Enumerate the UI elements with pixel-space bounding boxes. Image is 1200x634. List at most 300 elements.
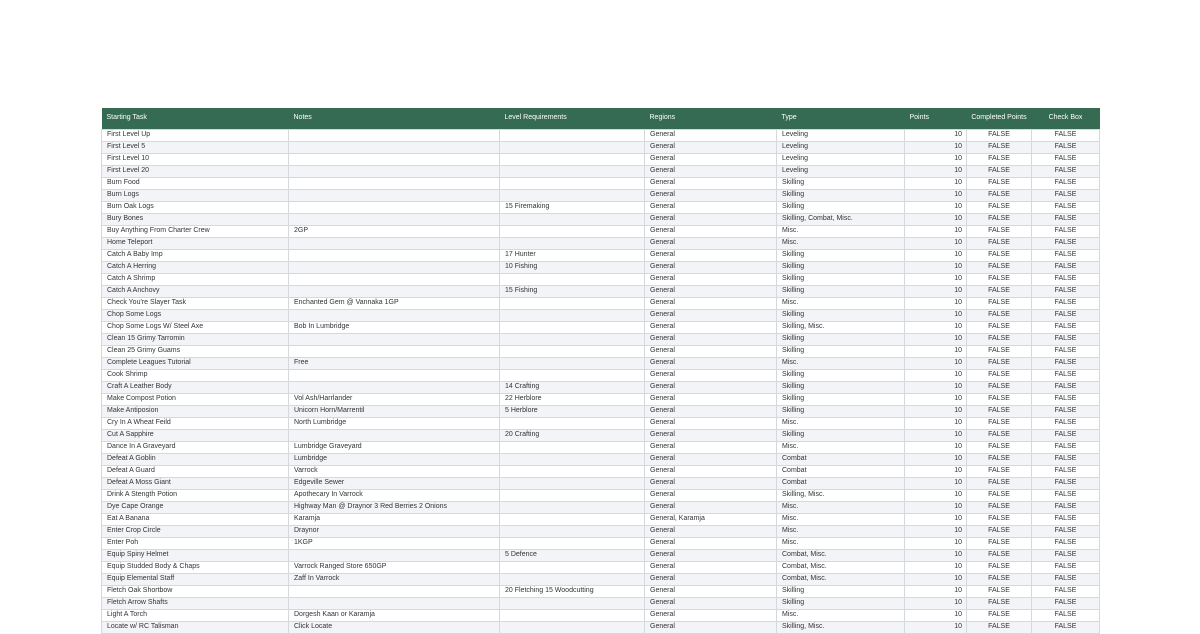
cell-type[interactable]: Skilling <box>777 381 905 393</box>
cell-regions[interactable]: General <box>645 501 777 513</box>
cell-regions[interactable]: General <box>645 477 777 489</box>
cell-check-box[interactable]: FALSE <box>1032 621 1100 633</box>
cell-starting-task[interactable]: Enter Crop Circle <box>102 525 289 537</box>
cell-type[interactable]: Misc. <box>777 501 905 513</box>
cell-check-box[interactable]: FALSE <box>1032 381 1100 393</box>
cell-points[interactable]: 10 <box>905 249 967 261</box>
cell-type[interactable]: Combat, Misc. <box>777 573 905 585</box>
cell-check-box[interactable]: FALSE <box>1032 549 1100 561</box>
cell-check-box[interactable]: FALSE <box>1032 261 1100 273</box>
cell-type[interactable]: Misc. <box>777 525 905 537</box>
cell-starting-task[interactable]: Equip Spiny Helmet <box>102 549 289 561</box>
cell-regions[interactable]: General <box>645 321 777 333</box>
cell-level-requirements[interactable]: 10 Fishing <box>500 261 645 273</box>
cell-completed-points[interactable]: FALSE <box>967 237 1032 249</box>
cell-completed-points[interactable]: FALSE <box>967 249 1032 261</box>
cell-type[interactable]: Combat <box>777 465 905 477</box>
cell-check-box[interactable]: FALSE <box>1032 321 1100 333</box>
cell-points[interactable]: 10 <box>905 357 967 369</box>
cell-starting-task[interactable]: Dance In A Graveyard <box>102 441 289 453</box>
cell-notes[interactable] <box>289 345 500 357</box>
cell-completed-points[interactable]: FALSE <box>967 537 1032 549</box>
cell-check-box[interactable]: FALSE <box>1032 129 1100 141</box>
cell-points[interactable]: 10 <box>905 477 967 489</box>
cell-points[interactable]: 10 <box>905 429 967 441</box>
cell-regions[interactable]: General <box>645 465 777 477</box>
cell-points[interactable]: 10 <box>905 201 967 213</box>
cell-level-requirements[interactable]: 20 Fletching 15 Woodcutting <box>500 585 645 597</box>
cell-notes[interactable] <box>289 237 500 249</box>
cell-level-requirements[interactable] <box>500 597 645 609</box>
cell-notes[interactable] <box>289 285 500 297</box>
cell-check-box[interactable]: FALSE <box>1032 465 1100 477</box>
cell-points[interactable]: 10 <box>905 465 967 477</box>
cell-points[interactable]: 10 <box>905 513 967 525</box>
cell-notes[interactable] <box>289 129 500 141</box>
cell-level-requirements[interactable] <box>500 513 645 525</box>
cell-notes[interactable] <box>289 333 500 345</box>
cell-completed-points[interactable]: FALSE <box>967 417 1032 429</box>
cell-starting-task[interactable]: Home Teleport <box>102 237 289 249</box>
cell-completed-points[interactable]: FALSE <box>967 489 1032 501</box>
cell-completed-points[interactable]: FALSE <box>967 333 1032 345</box>
cell-notes[interactable]: Dorgesh Kaan or Karamja <box>289 609 500 621</box>
cell-check-box[interactable]: FALSE <box>1032 189 1100 201</box>
cell-regions[interactable]: General <box>645 177 777 189</box>
cell-completed-points[interactable]: FALSE <box>967 621 1032 633</box>
cell-type[interactable]: Skilling, Misc. <box>777 489 905 501</box>
cell-notes[interactable]: Draynor <box>289 525 500 537</box>
cell-starting-task[interactable]: Eat A Banana <box>102 513 289 525</box>
cell-type[interactable]: Misc. <box>777 225 905 237</box>
cell-check-box[interactable]: FALSE <box>1032 441 1100 453</box>
cell-notes[interactable]: 1KGP <box>289 537 500 549</box>
cell-starting-task[interactable]: Catch A Baby Imp <box>102 249 289 261</box>
cell-points[interactable]: 10 <box>905 417 967 429</box>
cell-regions[interactable]: General <box>645 165 777 177</box>
cell-regions[interactable]: General <box>645 369 777 381</box>
cell-starting-task[interactable]: Fletch Arrow Shafts <box>102 597 289 609</box>
cell-check-box[interactable]: FALSE <box>1032 525 1100 537</box>
cell-level-requirements[interactable] <box>500 309 645 321</box>
cell-starting-task[interactable]: First Level 5 <box>102 141 289 153</box>
cell-type[interactable]: Leveling <box>777 129 905 141</box>
cell-starting-task[interactable]: Light A Torch <box>102 609 289 621</box>
cell-completed-points[interactable]: FALSE <box>967 405 1032 417</box>
cell-regions[interactable]: General <box>645 381 777 393</box>
cell-regions[interactable]: General <box>645 393 777 405</box>
cell-notes[interactable] <box>289 189 500 201</box>
cell-notes[interactable] <box>289 273 500 285</box>
cell-check-box[interactable]: FALSE <box>1032 609 1100 621</box>
cell-type[interactable]: Skilling <box>777 189 905 201</box>
cell-starting-task[interactable]: Defeat A Guard <box>102 465 289 477</box>
cell-notes[interactable] <box>289 177 500 189</box>
cell-starting-task[interactable]: Clean 25 Grimy Guams <box>102 345 289 357</box>
cell-regions[interactable]: General <box>645 333 777 345</box>
cell-notes[interactable]: Zaff In Varrock <box>289 573 500 585</box>
cell-level-requirements[interactable] <box>500 165 645 177</box>
cell-notes[interactable]: Karamja <box>289 513 500 525</box>
cell-level-requirements[interactable] <box>500 357 645 369</box>
cell-type[interactable]: Skilling <box>777 393 905 405</box>
cell-regions[interactable]: General <box>645 549 777 561</box>
cell-type[interactable]: Combat, Misc. <box>777 561 905 573</box>
cell-points[interactable]: 10 <box>905 285 967 297</box>
cell-check-box[interactable]: FALSE <box>1032 285 1100 297</box>
cell-starting-task[interactable]: Make Antiposion <box>102 405 289 417</box>
cell-completed-points[interactable]: FALSE <box>967 609 1032 621</box>
cell-level-requirements[interactable] <box>500 609 645 621</box>
cell-points[interactable]: 10 <box>905 177 967 189</box>
cell-notes[interactable]: North Lumbridge <box>289 417 500 429</box>
cell-starting-task[interactable]: Defeat A Moss Giant <box>102 477 289 489</box>
cell-regions[interactable]: General <box>645 141 777 153</box>
cell-regions[interactable]: General <box>645 225 777 237</box>
cell-level-requirements[interactable] <box>500 153 645 165</box>
cell-level-requirements[interactable]: 15 Fishing <box>500 285 645 297</box>
cell-starting-task[interactable]: Equip Elemental Staff <box>102 573 289 585</box>
cell-type[interactable]: Misc. <box>777 537 905 549</box>
cell-type[interactable]: Misc. <box>777 417 905 429</box>
cell-regions[interactable]: General <box>645 441 777 453</box>
cell-points[interactable]: 10 <box>905 141 967 153</box>
cell-type[interactable]: Combat <box>777 477 905 489</box>
cell-starting-task[interactable]: Locate w/ RC Talisman <box>102 621 289 633</box>
cell-level-requirements[interactable]: 15 Firemaking <box>500 201 645 213</box>
cell-points[interactable]: 10 <box>905 381 967 393</box>
cell-completed-points[interactable]: FALSE <box>967 261 1032 273</box>
cell-completed-points[interactable]: FALSE <box>967 309 1032 321</box>
cell-type[interactable]: Misc. <box>777 513 905 525</box>
cell-starting-task[interactable]: Equip Studded Body & Chaps <box>102 561 289 573</box>
cell-regions[interactable]: General <box>645 585 777 597</box>
cell-completed-points[interactable]: FALSE <box>967 321 1032 333</box>
cell-completed-points[interactable]: FALSE <box>967 369 1032 381</box>
cell-regions[interactable]: General <box>645 129 777 141</box>
cell-completed-points[interactable]: FALSE <box>967 177 1032 189</box>
cell-notes[interactable]: Click Locate <box>289 621 500 633</box>
cell-completed-points[interactable]: FALSE <box>967 513 1032 525</box>
cell-regions[interactable]: General <box>645 213 777 225</box>
cell-check-box[interactable]: FALSE <box>1032 513 1100 525</box>
cell-points[interactable]: 10 <box>905 321 967 333</box>
cell-starting-task[interactable]: Cook Shrimp <box>102 369 289 381</box>
cell-type[interactable]: Skilling <box>777 249 905 261</box>
cell-type[interactable]: Skilling <box>777 309 905 321</box>
cell-type[interactable]: Skilling, Misc. <box>777 321 905 333</box>
cell-regions[interactable]: General <box>645 417 777 429</box>
cell-check-box[interactable]: FALSE <box>1032 141 1100 153</box>
cell-starting-task[interactable]: Catch A Shrimp <box>102 273 289 285</box>
cell-regions[interactable]: General <box>645 249 777 261</box>
cell-starting-task[interactable]: Buy Anything From Charter Crew <box>102 225 289 237</box>
cell-regions[interactable]: General <box>645 273 777 285</box>
cell-notes[interactable]: Lumbridge <box>289 453 500 465</box>
cell-type[interactable]: Misc. <box>777 441 905 453</box>
cell-check-box[interactable]: FALSE <box>1032 489 1100 501</box>
cell-notes[interactable] <box>289 585 500 597</box>
cell-notes[interactable] <box>289 597 500 609</box>
cell-check-box[interactable]: FALSE <box>1032 429 1100 441</box>
cell-check-box[interactable]: FALSE <box>1032 477 1100 489</box>
cell-level-requirements[interactable] <box>500 237 645 249</box>
cell-level-requirements[interactable] <box>500 537 645 549</box>
cell-notes[interactable]: Lumbridge Graveyard <box>289 441 500 453</box>
cell-starting-task[interactable]: Craft A Leather Body <box>102 381 289 393</box>
cell-starting-task[interactable]: Cut A Sapphire <box>102 429 289 441</box>
cell-level-requirements[interactable]: 22 Herblore <box>500 393 645 405</box>
cell-type[interactable]: Skilling <box>777 345 905 357</box>
cell-check-box[interactable]: FALSE <box>1032 369 1100 381</box>
cell-type[interactable]: Leveling <box>777 165 905 177</box>
cell-completed-points[interactable]: FALSE <box>967 501 1032 513</box>
cell-check-box[interactable]: FALSE <box>1032 177 1100 189</box>
cell-points[interactable]: 10 <box>905 309 967 321</box>
cell-regions[interactable]: General <box>645 621 777 633</box>
cell-type[interactable]: Skilling <box>777 261 905 273</box>
cell-regions[interactable]: General <box>645 453 777 465</box>
cell-notes[interactable] <box>289 381 500 393</box>
cell-notes[interactable]: Varrock Ranged Store 650GP <box>289 561 500 573</box>
cell-completed-points[interactable]: FALSE <box>967 189 1032 201</box>
cell-regions[interactable]: General, Karamja <box>645 513 777 525</box>
cell-check-box[interactable]: FALSE <box>1032 201 1100 213</box>
cell-level-requirements[interactable]: 14 Crafting <box>500 381 645 393</box>
cell-regions[interactable]: General <box>645 153 777 165</box>
cell-level-requirements[interactable] <box>500 417 645 429</box>
cell-points[interactable]: 10 <box>905 609 967 621</box>
cell-check-box[interactable]: FALSE <box>1032 225 1100 237</box>
cell-starting-task[interactable]: Make Compost Potion <box>102 393 289 405</box>
cell-starting-task[interactable]: Enter Poh <box>102 537 289 549</box>
cell-check-box[interactable]: FALSE <box>1032 597 1100 609</box>
cell-completed-points[interactable]: FALSE <box>967 345 1032 357</box>
cell-starting-task[interactable]: Burn Oak Logs <box>102 201 289 213</box>
cell-type[interactable]: Skilling <box>777 405 905 417</box>
cell-level-requirements[interactable] <box>500 225 645 237</box>
cell-points[interactable]: 10 <box>905 225 967 237</box>
cell-starting-task[interactable]: Bury Bones <box>102 213 289 225</box>
cell-level-requirements[interactable] <box>500 333 645 345</box>
cell-points[interactable]: 10 <box>905 561 967 573</box>
cell-notes[interactable] <box>289 261 500 273</box>
cell-type[interactable]: Misc. <box>777 609 905 621</box>
cell-points[interactable]: 10 <box>905 333 967 345</box>
cell-level-requirements[interactable] <box>500 501 645 513</box>
cell-completed-points[interactable]: FALSE <box>967 213 1032 225</box>
cell-check-box[interactable]: FALSE <box>1032 417 1100 429</box>
cell-level-requirements[interactable] <box>500 297 645 309</box>
cell-points[interactable]: 10 <box>905 597 967 609</box>
cell-check-box[interactable]: FALSE <box>1032 333 1100 345</box>
cell-regions[interactable]: General <box>645 561 777 573</box>
cell-type[interactable]: Misc. <box>777 357 905 369</box>
cell-starting-task[interactable]: First Level 10 <box>102 153 289 165</box>
cell-check-box[interactable]: FALSE <box>1032 249 1100 261</box>
cell-level-requirements[interactable]: 5 Herblore <box>500 405 645 417</box>
cell-type[interactable]: Skilling, Misc. <box>777 621 905 633</box>
cell-completed-points[interactable]: FALSE <box>967 201 1032 213</box>
cell-level-requirements[interactable]: 20 Crafting <box>500 429 645 441</box>
cell-check-box[interactable]: FALSE <box>1032 165 1100 177</box>
cell-completed-points[interactable]: FALSE <box>967 297 1032 309</box>
cell-level-requirements[interactable] <box>500 189 645 201</box>
cell-notes[interactable]: Bob In Lumbridge <box>289 321 500 333</box>
cell-regions[interactable]: General <box>645 297 777 309</box>
cell-starting-task[interactable]: Chop Some Logs W/ Steel Axe <box>102 321 289 333</box>
cell-type[interactable]: Skilling <box>777 429 905 441</box>
cell-notes[interactable]: Highway Man @ Draynor 3 Red Berries 2 Onions <box>289 501 500 513</box>
cell-check-box[interactable]: FALSE <box>1032 537 1100 549</box>
cell-regions[interactable]: General <box>645 597 777 609</box>
cell-notes[interactable]: Edgeville Sewer <box>289 477 500 489</box>
cell-starting-task[interactable]: Dye Cape Orange <box>102 501 289 513</box>
cell-starting-task[interactable]: Chop Some Logs <box>102 309 289 321</box>
cell-points[interactable]: 10 <box>905 153 967 165</box>
cell-level-requirements[interactable] <box>500 141 645 153</box>
cell-notes[interactable]: Free <box>289 357 500 369</box>
cell-notes[interactable]: Enchanted Gem @ Vannaka 1GP <box>289 297 500 309</box>
cell-starting-task[interactable]: First Level 20 <box>102 165 289 177</box>
cell-completed-points[interactable]: FALSE <box>967 357 1032 369</box>
cell-starting-task[interactable]: Burn Logs <box>102 189 289 201</box>
cell-check-box[interactable]: FALSE <box>1032 153 1100 165</box>
cell-completed-points[interactable]: FALSE <box>967 525 1032 537</box>
cell-level-requirements[interactable] <box>500 525 645 537</box>
cell-level-requirements[interactable] <box>500 213 645 225</box>
cell-completed-points[interactable]: FALSE <box>967 549 1032 561</box>
cell-regions[interactable]: General <box>645 405 777 417</box>
cell-points[interactable]: 10 <box>905 261 967 273</box>
cell-regions[interactable]: General <box>645 309 777 321</box>
cell-notes[interactable]: Apothecary In Varrock <box>289 489 500 501</box>
cell-starting-task[interactable]: Catch A Herring <box>102 261 289 273</box>
cell-level-requirements[interactable] <box>500 465 645 477</box>
cell-completed-points[interactable]: FALSE <box>967 477 1032 489</box>
cell-regions[interactable]: General <box>645 189 777 201</box>
cell-type[interactable]: Skilling <box>777 285 905 297</box>
cell-points[interactable]: 10 <box>905 129 967 141</box>
cell-type[interactable]: Combat, Misc. <box>777 549 905 561</box>
cell-points[interactable]: 10 <box>905 501 967 513</box>
cell-check-box[interactable]: FALSE <box>1032 237 1100 249</box>
cell-regions[interactable]: General <box>645 201 777 213</box>
cell-check-box[interactable]: FALSE <box>1032 273 1100 285</box>
cell-level-requirements[interactable]: 5 Defence <box>500 549 645 561</box>
cell-level-requirements[interactable] <box>500 441 645 453</box>
cell-points[interactable]: 10 <box>905 489 967 501</box>
cell-check-box[interactable]: FALSE <box>1032 393 1100 405</box>
cell-level-requirements[interactable] <box>500 573 645 585</box>
cell-completed-points[interactable]: FALSE <box>967 225 1032 237</box>
cell-completed-points[interactable]: FALSE <box>967 597 1032 609</box>
cell-regions[interactable]: General <box>645 357 777 369</box>
cell-check-box[interactable]: FALSE <box>1032 345 1100 357</box>
cell-starting-task[interactable]: Burn Food <box>102 177 289 189</box>
cell-regions[interactable]: General <box>645 525 777 537</box>
cell-level-requirements[interactable]: 17 Hunter <box>500 249 645 261</box>
cell-notes[interactable]: Unicorn Horn/Marrentil <box>289 405 500 417</box>
cell-notes[interactable] <box>289 549 500 561</box>
cell-check-box[interactable]: FALSE <box>1032 213 1100 225</box>
cell-notes[interactable] <box>289 369 500 381</box>
cell-points[interactable]: 10 <box>905 441 967 453</box>
cell-starting-task[interactable]: Clean 15 Grimy Tarromin <box>102 333 289 345</box>
cell-check-box[interactable]: FALSE <box>1032 561 1100 573</box>
cell-regions[interactable]: General <box>645 285 777 297</box>
cell-points[interactable]: 10 <box>905 549 967 561</box>
cell-points[interactable]: 10 <box>905 585 967 597</box>
cell-completed-points[interactable]: FALSE <box>967 129 1032 141</box>
cell-points[interactable]: 10 <box>905 573 967 585</box>
cell-notes[interactable] <box>289 153 500 165</box>
cell-level-requirements[interactable] <box>500 561 645 573</box>
cell-notes[interactable] <box>289 201 500 213</box>
cell-completed-points[interactable]: FALSE <box>967 285 1032 297</box>
cell-type[interactable]: Leveling <box>777 153 905 165</box>
cell-type[interactable]: Skilling <box>777 585 905 597</box>
cell-type[interactable]: Combat <box>777 453 905 465</box>
cell-starting-task[interactable]: Fletch Oak Shortbow <box>102 585 289 597</box>
cell-completed-points[interactable]: FALSE <box>967 573 1032 585</box>
cell-notes[interactable]: 2GP <box>289 225 500 237</box>
cell-type[interactable]: Skilling <box>777 201 905 213</box>
cell-points[interactable]: 10 <box>905 213 967 225</box>
cell-check-box[interactable]: FALSE <box>1032 357 1100 369</box>
cell-notes[interactable] <box>289 141 500 153</box>
cell-level-requirements[interactable] <box>500 177 645 189</box>
cell-points[interactable]: 10 <box>905 393 967 405</box>
cell-completed-points[interactable]: FALSE <box>967 165 1032 177</box>
cell-notes[interactable] <box>289 213 500 225</box>
cell-check-box[interactable]: FALSE <box>1032 309 1100 321</box>
cell-regions[interactable]: General <box>645 429 777 441</box>
cell-level-requirements[interactable] <box>500 129 645 141</box>
cell-check-box[interactable]: FALSE <box>1032 501 1100 513</box>
cell-completed-points[interactable]: FALSE <box>967 441 1032 453</box>
cell-points[interactable]: 10 <box>905 453 967 465</box>
cell-notes[interactable]: Vol Ash/Harrlander <box>289 393 500 405</box>
cell-level-requirements[interactable] <box>500 369 645 381</box>
cell-regions[interactable]: General <box>645 345 777 357</box>
cell-level-requirements[interactable] <box>500 453 645 465</box>
cell-regions[interactable]: General <box>645 489 777 501</box>
cell-notes[interactable] <box>289 165 500 177</box>
cell-type[interactable]: Skilling <box>777 273 905 285</box>
cell-points[interactable]: 10 <box>905 405 967 417</box>
cell-type[interactable]: Skilling <box>777 177 905 189</box>
cell-points[interactable]: 10 <box>905 345 967 357</box>
cell-completed-points[interactable]: FALSE <box>967 153 1032 165</box>
cell-level-requirements[interactable] <box>500 273 645 285</box>
cell-type[interactable]: Skilling <box>777 597 905 609</box>
cell-check-box[interactable]: FALSE <box>1032 297 1100 309</box>
cell-completed-points[interactable]: FALSE <box>967 273 1032 285</box>
cell-level-requirements[interactable] <box>500 321 645 333</box>
cell-starting-task[interactable]: First Level Up <box>102 129 289 141</box>
cell-points[interactable]: 10 <box>905 621 967 633</box>
cell-completed-points[interactable]: FALSE <box>967 429 1032 441</box>
cell-regions[interactable]: General <box>645 537 777 549</box>
cell-starting-task[interactable]: Check You're Slayer Task <box>102 297 289 309</box>
cell-regions[interactable]: General <box>645 261 777 273</box>
cell-type[interactable]: Skilling, Combat, Misc. <box>777 213 905 225</box>
cell-completed-points[interactable]: FALSE <box>967 381 1032 393</box>
cell-points[interactable]: 10 <box>905 165 967 177</box>
cell-points[interactable]: 10 <box>905 525 967 537</box>
cell-check-box[interactable]: FALSE <box>1032 405 1100 417</box>
